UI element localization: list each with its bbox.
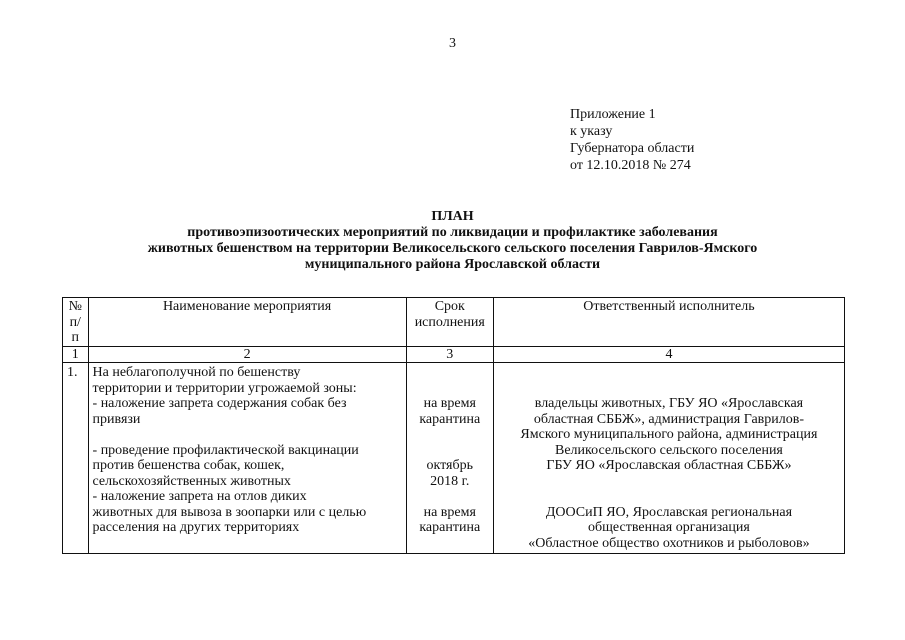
appendix-line: Приложение 1 [570,107,656,122]
index-cell: 2 [88,346,406,363]
measure-term: октябрь 2018 г. [426,458,473,489]
measure-name: - проведение профилактической вакцинации против бешенства собак, кошек, сельскохозяйственных животных [92,442,359,489]
row-name-cell [88,363,406,554]
table-row [63,363,845,554]
title-line: животных бешенством на территории Великосельского сельского поселения Гаврилов-Ямского [147,241,758,256]
row-exec-cell [493,363,844,554]
table-header-row [63,298,845,347]
row-num: 1. [63,363,89,554]
measure-executor: ДООСиП ЯО, Ярославская региональная общественная организация «Областное общество охотников и рыболовов» [528,504,810,551]
appendix-line: Губернатора области [570,141,695,156]
measure-name: - наложение запрета содержания собак без привязи [92,396,347,427]
index-cell: 3 [406,346,493,363]
row-term-cell [406,363,493,554]
plan-table [62,297,845,554]
header-num: № п/п [63,298,89,347]
title-line: ПЛАН [431,209,474,224]
page-number: 3 [449,36,456,51]
measure-term: на время карантина [419,396,481,427]
title-line: муниципального района Ярославской области [304,257,601,272]
header-executor: Ответственный исполнитель [493,298,844,347]
row-intro: На неблагополучной по бешенству территории и территории угрожаемой зоны: [92,365,357,396]
measure-executor: владельцы животных, ГБУ ЯО «Ярославская областная СББЖ», администрация Гаврилов- Ямского муниципального района, администрация Великосельского сельского поселения [520,396,818,458]
appendix-line: к указу [570,124,613,139]
index-cell: 1 [63,346,89,363]
table-index-row [63,346,845,363]
measure-name: - наложение запрета на отлов диких животных для вывоза в зоопарки или с целью расселения на других территориях [92,489,367,535]
header-term: Срок исполнения [406,298,493,347]
measure-term: на время карантина [419,504,481,535]
header-name: Наименование мероприятия [88,298,406,347]
document-title [0,209,905,273]
title-line: противоэпизоотических мероприятий по ликвидации и профилактике заболевания [187,225,718,240]
appendix-block [570,106,694,174]
measure-executor: ГБУ ЯО «Ярославская областная СББЖ» [546,458,792,473]
appendix-line: от 12.10.2018 № 274 [570,158,691,173]
index-cell: 4 [493,346,844,363]
